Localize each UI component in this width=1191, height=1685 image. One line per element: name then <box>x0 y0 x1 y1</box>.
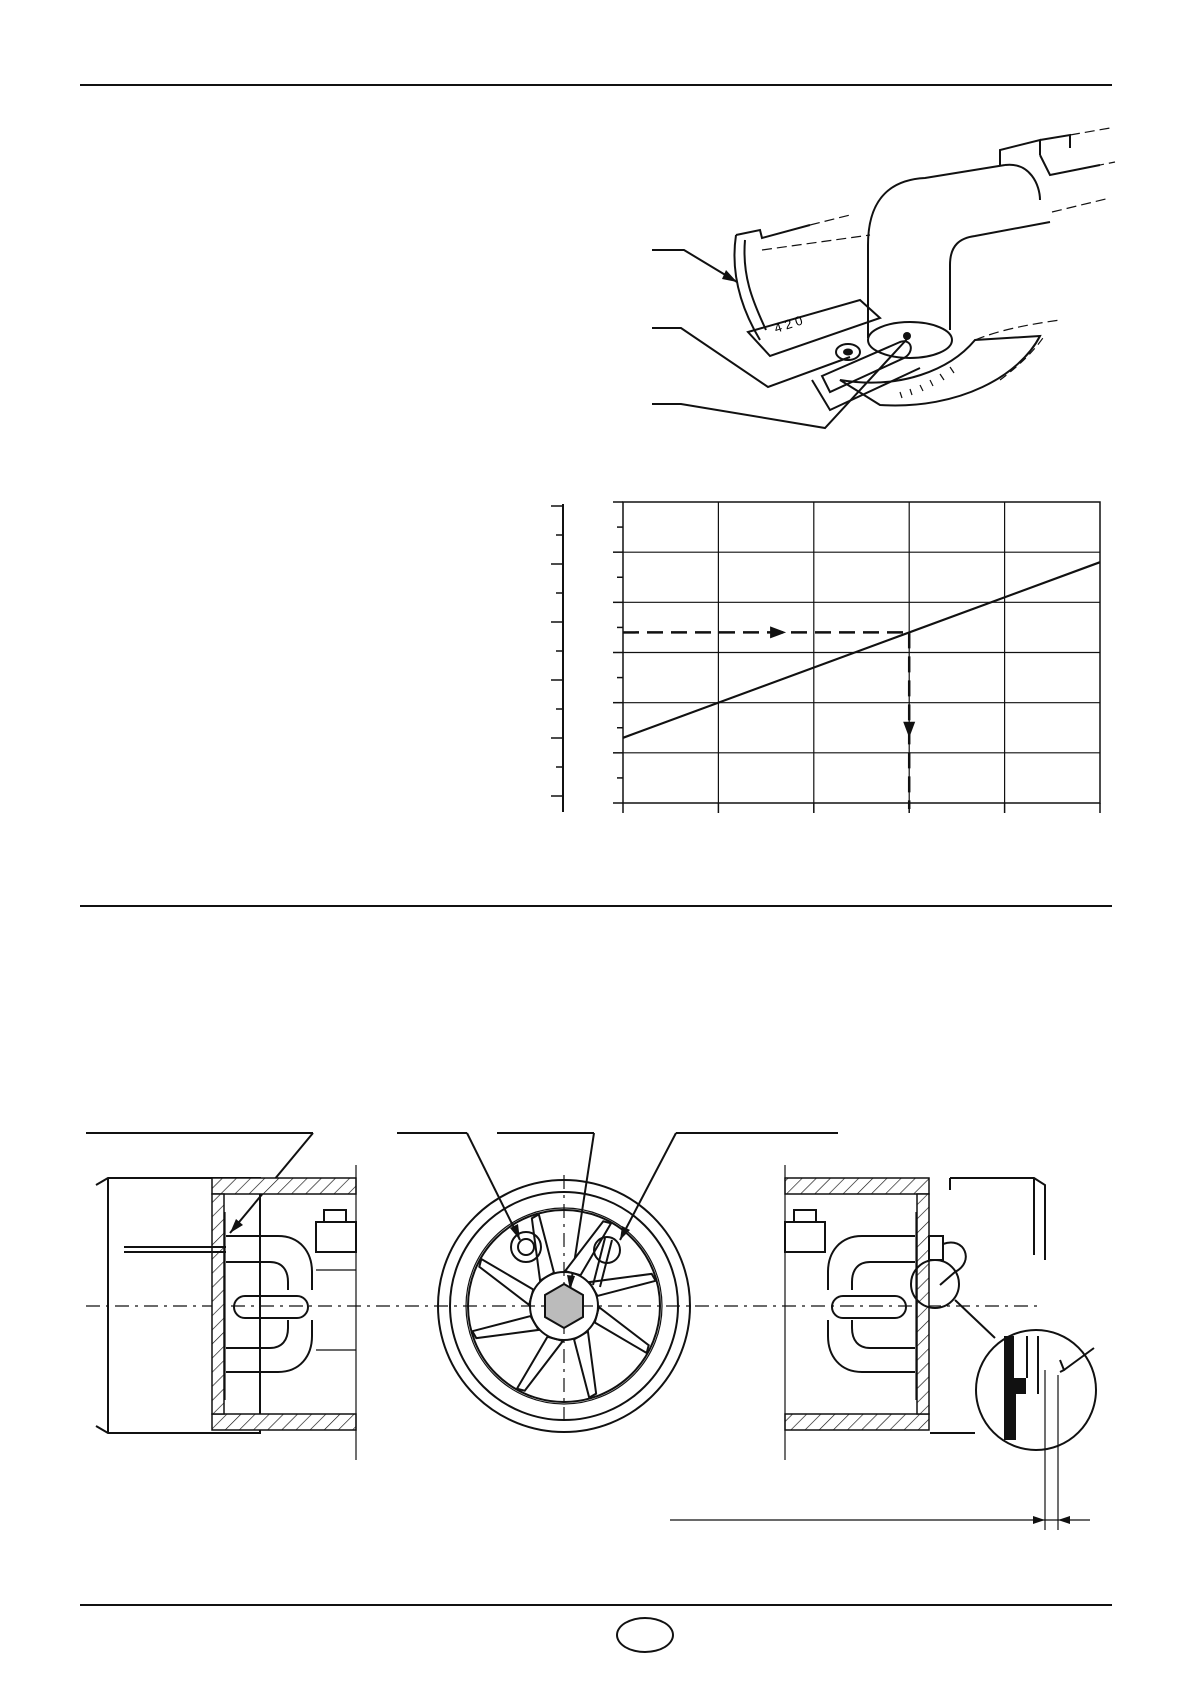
swirler-vane <box>517 1337 563 1391</box>
swirler-vane <box>574 1331 596 1397</box>
dimension-line <box>670 1516 1090 1524</box>
hatch-top-left <box>212 1178 356 1194</box>
page-number-badge <box>616 1617 674 1653</box>
detail-magnified <box>976 1330 1096 1530</box>
hatch-bottom-left <box>212 1414 356 1430</box>
swirler-vane <box>532 1214 554 1280</box>
swirler-vane <box>595 1307 649 1353</box>
nozzle-hex <box>545 1284 583 1328</box>
swirler-vane <box>479 1259 533 1305</box>
leader-lines-fig3 <box>86 1133 838 1290</box>
bottom-rule <box>80 1604 1112 1606</box>
left-head-section <box>96 1165 356 1460</box>
svg-text:4 2 0: 4 2 0 <box>772 312 805 336</box>
swirler-vane <box>472 1316 538 1338</box>
swirler-vane <box>589 1274 655 1296</box>
